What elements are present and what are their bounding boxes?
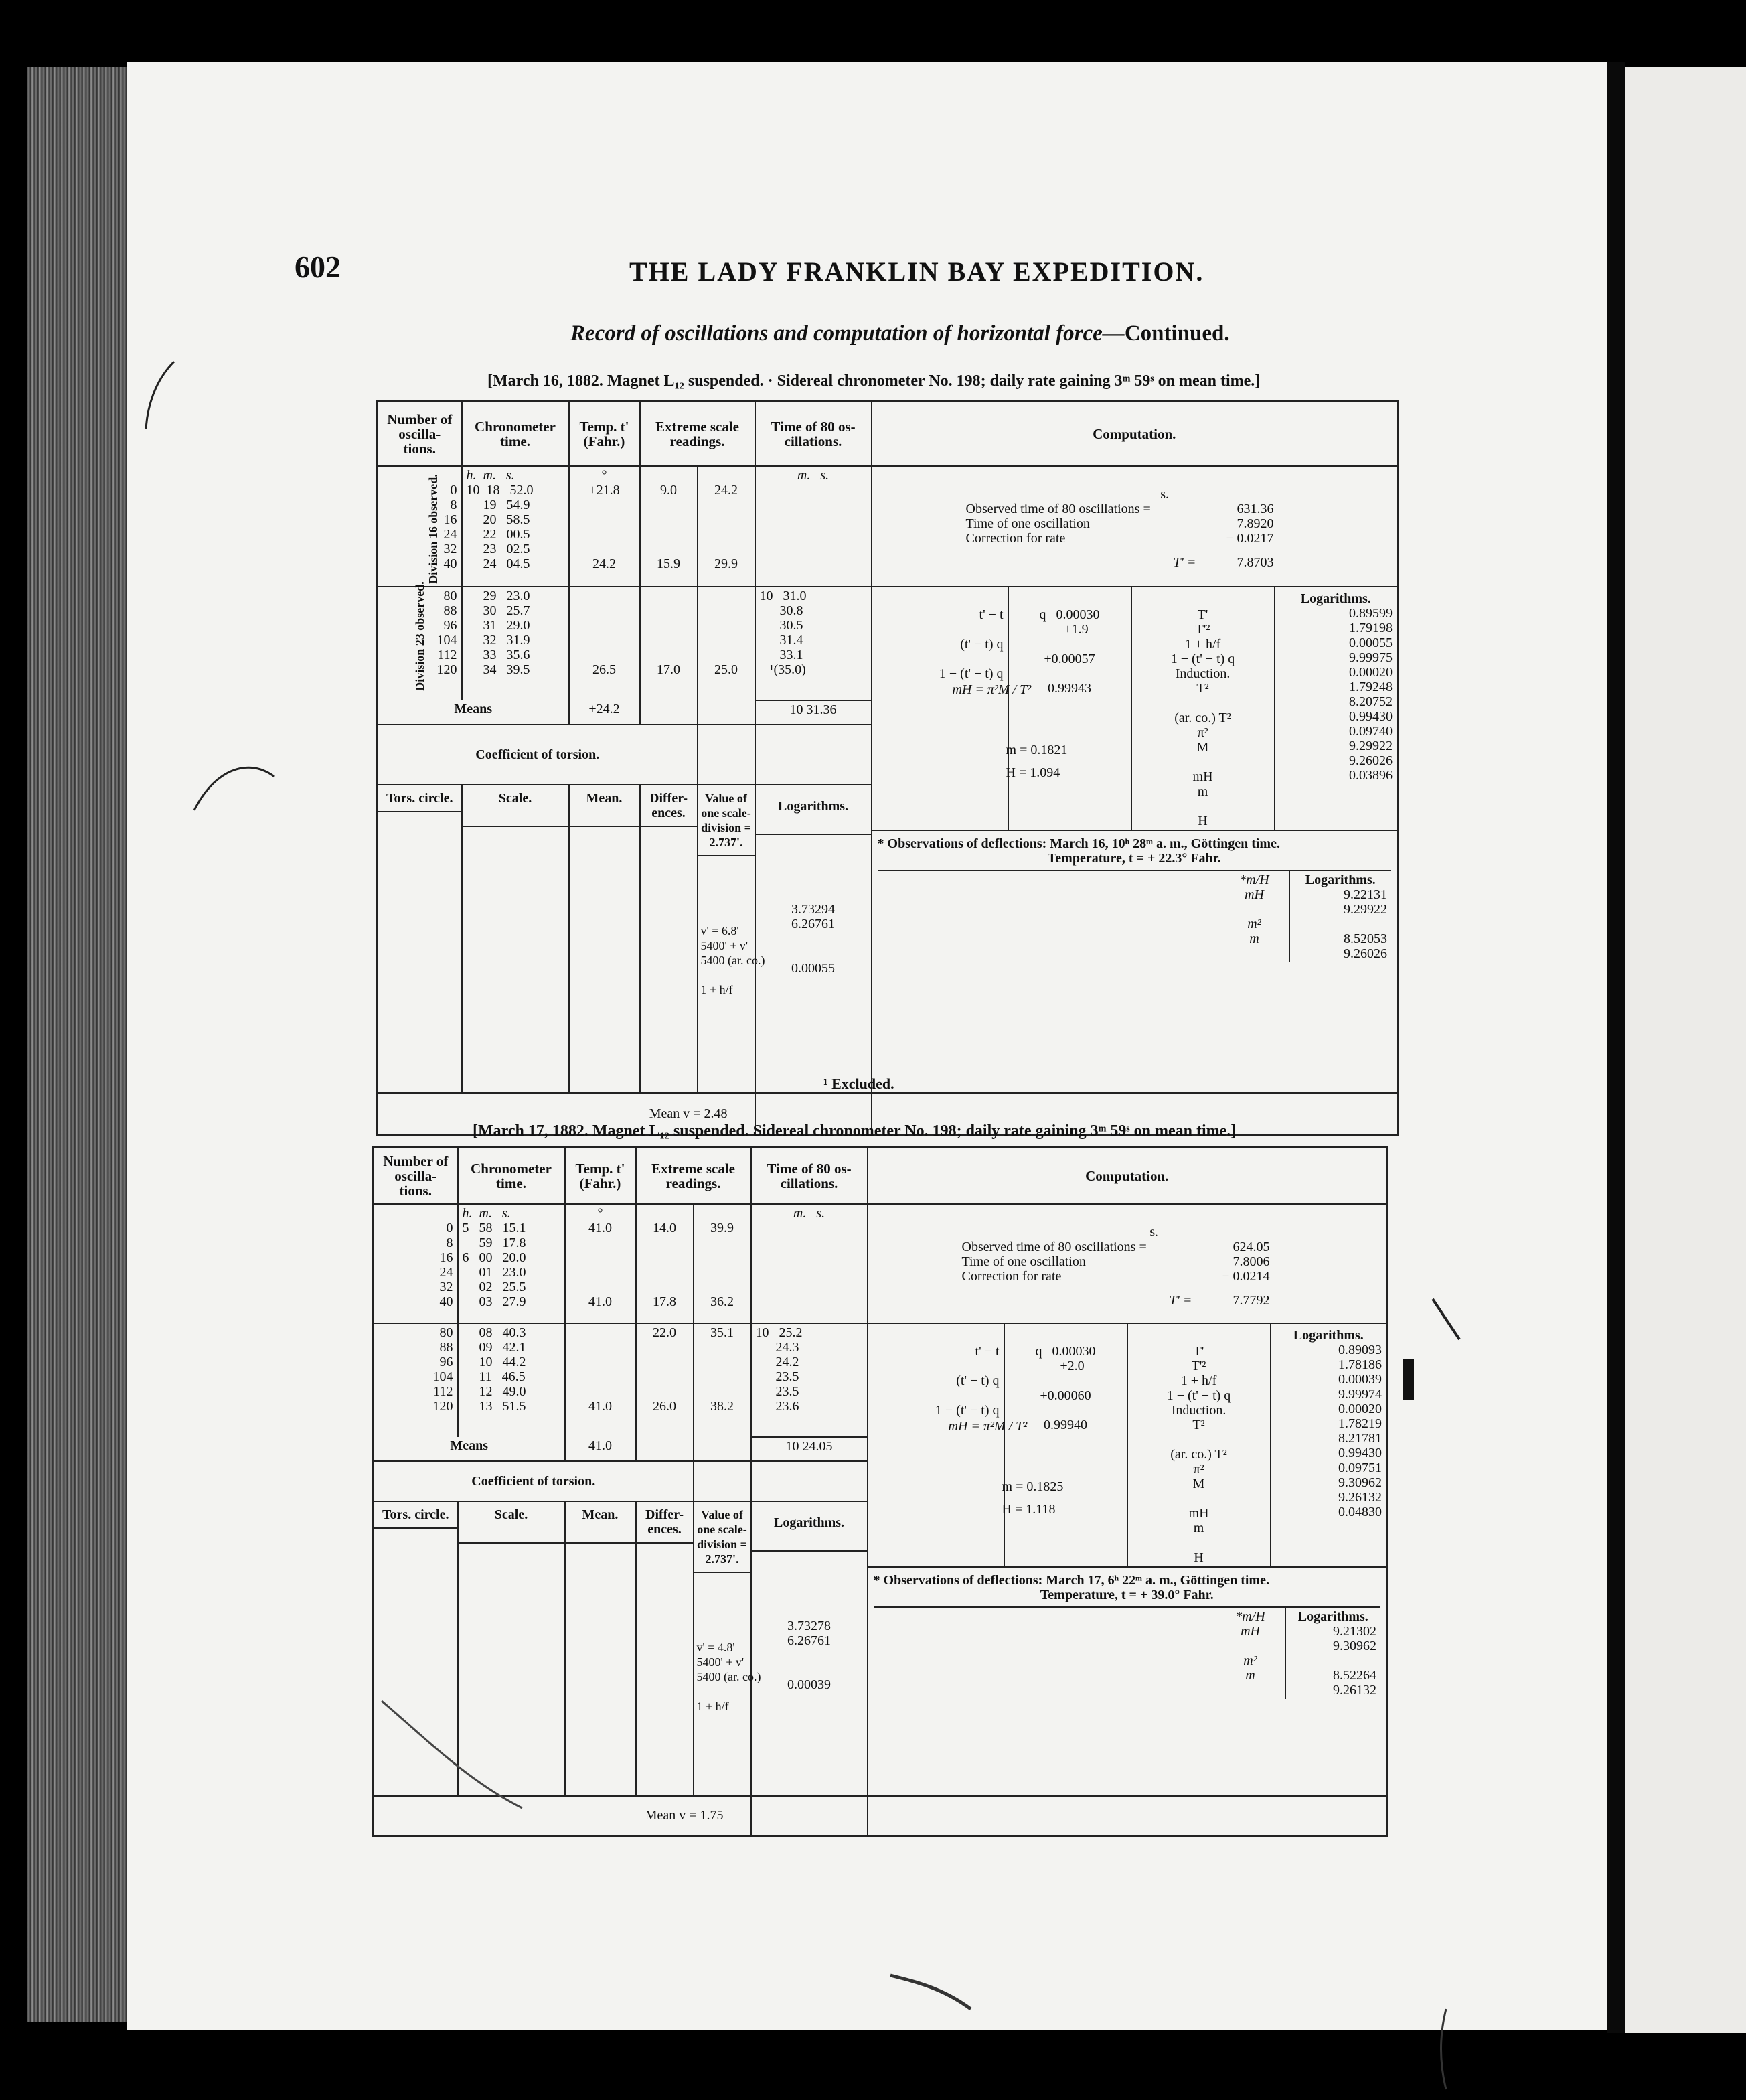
t1-defl-logs: 9.22131 9.29922 8.52053 9.26026 [1344,887,1388,961]
t1-mean-v: Mean v = 2.48 [378,1093,755,1136]
t2-comp-observed: Observed time of 80 oscillations = [961,1239,1147,1254]
t1-g1-s1-values: 9.0 15.9 [657,482,680,571]
t2-torsion-title: Coefficient of torsion. [374,1461,694,1501]
t1-g1-chron-values: 10 18 52.0 19 54.9 20 58.5 22 00.5 23 02.5 24 04.5 [466,482,534,571]
t1-g1-osc-values: 0 8 16 24 32 40 [443,482,457,571]
t1-g2-label: Division 23 observed. [412,581,426,691]
t2-g2-time80: 10 25.2 24.3 24.2 23.5 23.5 23.6 [751,1323,868,1437]
t1-comp-T: T' = [1173,554,1196,570]
t1-means-label: Means [378,700,569,725]
t2-means-time80: 10 24.05 [751,1437,868,1461]
t1-tors-circle: Tors. circle. [378,785,461,812]
page-number: 602 [295,250,341,284]
t1-col-time80: Time of 80 os- cillations. [755,402,872,466]
t2-v-block: v' = 4.8' 5400' + v' 5400 (ar. co.) 1 + h/f [696,1640,761,1713]
t2-defl-log-head: Logarithms. [1297,1608,1368,1624]
t1-comp-unit: s. [1160,486,1170,502]
t2-col-number: Number of oscilla- tions. [374,1148,458,1204]
running-head: THE LADY FRANKLIN BAY EXPEDITION. [629,256,1204,287]
t1-value-scale: Value of one scale-division = 2.737'. [698,785,755,856]
t1-g2-chron: 29 23.0 30 25.7 31 29.0 32 31.9 33 35.6 34 39.5 [462,587,569,700]
t2-col-chron: Chronometer time. [458,1148,565,1204]
t1-g2-temp: 26.5 [569,587,640,700]
t2-g1-osc-values: 0 8 16 24 32 40 [439,1220,453,1309]
t2-comp-one-val: 7.8006 [1233,1254,1270,1269]
t2-col-time80: Time of 80 os- cillations. [751,1148,868,1204]
t1-f-col2: q 0.00030 +1.9 +0.00057 0.99943 [1008,587,1131,830]
t2-comp-observed-val: 624.05 [1233,1239,1270,1254]
t2-g2-s1: 22.0 26.0 [636,1323,694,1437]
t1-units-chron: h. m. s. [466,467,515,483]
t1-logs: 0.89599 1.79198 0.00055 9.99975 0.00020 1.79248 8.20752 0.99430 0.09740 9.29922 9.26026 0.03896 [1349,605,1393,783]
t2-g1-s2-values: 39.9 36.2 [710,1220,734,1309]
ink-blot [1403,1359,1414,1400]
t2-defl-temp: Temperature, t = + 39.0° Fahr. [1040,1587,1214,1602]
t1-g2-s2: 25.0 [698,587,755,700]
t2-comp-unit: s. [1149,1224,1159,1240]
t1-comp-T-val: 7.8703 [1237,554,1274,570]
t2-defl-logs: 9.21302 9.30962 8.52264 9.26132 [1333,1623,1377,1698]
pencil-mark-3 [382,1701,522,1808]
pencil-mark-1 [146,362,174,429]
t2-col-comp: Computation. [868,1148,1387,1204]
t1-tors-scale: Scale. [463,785,568,827]
t1-defl-terms: *m/H mH m² m [1239,872,1269,946]
t2-g1-chron-values: 5 58 15.1 59 17.8 6 00 20.0 01 23.0 02 25.5 03 27.9 [462,1220,526,1309]
t2-g2-s2: 35.1 38.2 [694,1323,751,1437]
subtitle-italic: Record of oscillations and computation of horizontal force— [570,321,1125,346]
t2-m-val: m = 0.1825 [1002,1479,1064,1494]
t2-H-val: H = 1.118 [1002,1501,1056,1517]
t2-g1-s1-values: 14.0 17.8 [653,1220,676,1309]
t2-f-col3: T' T'² 1 + h/f 1 − (t' − t) q Induction. T² (ar. co.) T² π² M mH m H [1127,1324,1271,1566]
t2-g2-osc: 80 88 96 104 112 120 [374,1323,458,1437]
t1-comp-rate-val: − 0.0217 [1226,530,1274,546]
subtitle-continued: Continued. [1124,321,1230,346]
t2-f-col1: t' − t (t' − t) q 1 − (t' − t) q [935,1343,1000,1418]
pencil-mark-2 [194,767,274,810]
t1-log-head: Logarithms. [1300,591,1371,606]
t2-means-temp: 41.0 [565,1437,636,1461]
t1-means-time80: 10 31.36 [755,700,872,725]
t1-defl-temp: Temperature, t = + 22.3° Fahr. [1047,850,1221,866]
t2-log-head: Logarithms. [1293,1327,1364,1343]
t1-f-col1: t' − t (t' − t) q 1 − (t' − t) q [939,607,1004,681]
t2-comp-T-val: 7.7792 [1233,1292,1270,1308]
t2-comp-rate-val: − 0.0214 [1222,1268,1270,1284]
t2-comp-T: T' = [1169,1292,1192,1308]
t1-m-val: m = 0.1821 [1006,742,1068,757]
t2-tors-mean: Mean. [566,1502,635,1544]
t1-H-val: H = 1.094 [1006,765,1060,780]
t2-means-label: Means [374,1437,565,1461]
t1-g1-s2-values: 24.2 29.9 [714,482,738,571]
t2-f-col2: q 0.00030 +2.0 +0.00060 0.99940 [1004,1324,1127,1566]
t2-tors-scale: Scale. [459,1502,564,1544]
t1-comp-rate: Correction for rate [965,530,1066,546]
t2-units-time80: m. s. [751,1204,868,1323]
t2-v-logs: 3.73278 6.26761 0.00039 [787,1618,831,1692]
t2-col-scale: Extreme scale readings. [636,1148,751,1204]
t1-col-comp: Computation. [872,402,1398,466]
t2-defl-terms: *m/H mH m² m [1235,1608,1265,1683]
t1-tors-mean: Mean. [570,785,639,827]
t1-units-time80: m. s. [755,466,872,587]
t2-tors-logs-head: Logarithms. [752,1502,867,1552]
t2-mH-formula: mH = π²M / T² [948,1418,1028,1434]
t2-logs: 0.89093 1.78186 0.00039 9.99974 0.00020 1.78219 8.21781 0.99430 0.09751 9.30962 9.26132 0.04830 [1338,1342,1382,1519]
excluded-footnote: ¹ Excluded. [823,1075,894,1092]
t1-tors-diff: Differ- ences. [641,785,697,827]
t1-means-temp: +24.2 [569,700,640,725]
t1-comp-observed: Observed time of 80 oscillations = [965,501,1151,516]
t2-tors-circle: Tors. circle. [374,1502,457,1529]
t2-g2-temp: 41.0 [565,1323,636,1437]
t2-value-scale: Value of one scale-division = 2.737'. [694,1502,750,1573]
t1-col-number: Number of oscilla- tions. [378,402,462,466]
t1-torsion-title: Coefficient of torsion. [378,725,698,785]
t1-v-logs: 3.73294 6.26761 0.00055 [791,901,836,976]
table1-header-note: [March 16, 1882. Magnet L₁₂ suspended. · Sidereal chronometer No. 198; daily rate gaining 3ᵐ 59ˢ on mean time.] [487,372,1261,390]
smudge-mark [890,1975,971,2009]
t1-defl-note: * Observations of deflections: March 16, 10ʰ 28ᵐ a. m., Göttingen time. [877,836,1280,851]
t2-defl-note: * Observations of deflections: March 17, 6ʰ 22ᵐ a. m., Göttingen time. [873,1572,1269,1588]
t1-comp-observed-val: 631.36 [1237,501,1274,516]
t1-g2-time80: 10 31.0 30.8 30.5 31.4 33.1 ¹(35.0) [755,587,872,700]
t2-tors-diff: Differ- ences. [637,1502,693,1544]
t1-g2-s1: 17.0 [640,587,698,700]
table2-header-note: [March 17, 1882. Magnet L₁₂ suspended. Sidereal chronometer No. 198; daily rate gaining 3ᵐ 59ˢ on mean time.] [473,1122,1237,1140]
stray-mark-1 [1433,1299,1459,1339]
t1-tors-logs-head: Logarithms. [756,785,871,835]
t1-mH-formula: mH = π²M / T² [952,682,1032,697]
t2-mean-v: Mean v = 1.75 [374,1796,751,1836]
t2-units-chron: h. m. s. [462,1205,511,1221]
t2-units-temp: ° [597,1205,603,1221]
t1-comp-one: Time of one oscillation [965,516,1090,531]
t1-comp-one-val: 7.8920 [1237,516,1274,531]
t1-units-temp: ° [601,467,607,483]
t1-v-block: v' = 6.8' 5400' + v' 5400 (ar. co.) 1 + h/f [700,923,765,996]
t1-f-col3: T' T'² 1 + h/f 1 − (t' − t) q Induction. T² (ar. co.) T² π² M mH m H [1131,587,1275,830]
t2-g1-temp-values: 41.0 41.0 [588,1220,612,1309]
t1-g2-osc-values: 80 88 96 104 112 120 [436,588,457,677]
t2-comp-one: Time of one oscillation [961,1254,1086,1269]
t1-col-temp: Temp. t' (Fahr.) [569,402,640,466]
t1-defl-log-head: Logarithms. [1305,872,1376,887]
t1-g1-temp-values: +21.8 24.2 [588,482,620,571]
t2-col-temp: Temp. t' (Fahr.) [565,1148,636,1204]
t2-g2-chron: 08 40.3 09 42.1 10 44.2 11 46.5 12 49.0 13 51.5 [458,1323,565,1437]
t1-col-chron: Chronometer time. [462,402,569,466]
stray-mark-2 [1441,2009,1447,2089]
t1-g1-label: Division 16 observed. [426,473,440,584]
t2-comp-rate: Correction for rate [961,1268,1062,1284]
t1-col-scale: Extreme scale readings. [640,402,755,466]
